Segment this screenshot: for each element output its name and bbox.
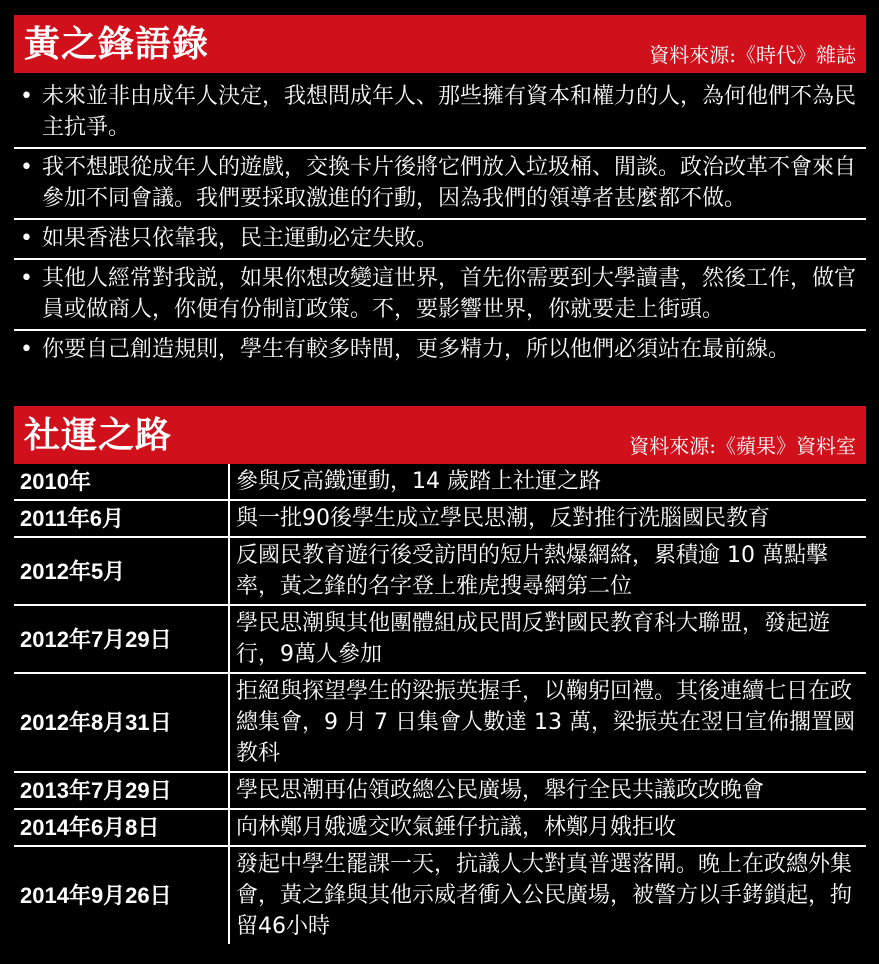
- quote-item: [14, 331, 866, 369]
- timeline-date: 2014年9月26日: [14, 847, 230, 944]
- quotes-source: 資料來源:《時代》雜誌: [649, 43, 856, 67]
- timeline-date: 2014年6月8日: [14, 810, 230, 845]
- timeline-row: [14, 606, 866, 674]
- timeline-event: 向林鄭月娥遞交吹氣錘仔抗議，林鄭月娥拒收: [236, 815, 677, 840]
- quote-item: [14, 260, 866, 331]
- bullet-icon: •: [20, 155, 33, 180]
- timeline-banner: [14, 406, 866, 464]
- timeline-event: 參與反高鐵運動，14 歲踏上社運之路: [236, 469, 601, 494]
- timeline-date: 2012年8月31日: [14, 674, 230, 771]
- bullet-icon: •: [20, 226, 33, 251]
- quote-text: 你要自己創造規則，學生有較多時間，更多精力，所以他們必須站在最前線。: [42, 337, 791, 362]
- timeline-date: 2013年7月29日: [14, 773, 230, 808]
- bullet-icon: •: [20, 266, 33, 291]
- quote-text: 其他人經常對我説，如果你想改變這世界，首先你需要到大學讀書，然後工作，做官員或做商人，你便有份制訂政策。不，要影響世界，你就要走上街頭。: [42, 266, 857, 322]
- timeline-event: 學民思潮與其他團體組成民間反對國民教育科大聯盟，發起遊行，9萬人參加: [236, 611, 831, 667]
- timeline-date: 2011年6月: [14, 501, 230, 536]
- timeline-event: 反國民教育遊行後受訪問的短片熱爆網絡，累積逾 10 萬點擊率，黃之鋒的名字登上雅虎搜尋網第二位: [236, 543, 828, 599]
- quote-text: 未來並非由成年人決定，我想問成年人、那些擁有資本和權力的人，為何他們不為民主抗爭。: [42, 84, 857, 140]
- timeline-row: [14, 810, 866, 847]
- timeline-table: [14, 464, 866, 944]
- timeline-row: [14, 847, 866, 944]
- timeline-date: 2010年: [14, 464, 230, 499]
- bullet-icon: •: [20, 337, 33, 362]
- timeline-event: 與一批90後學生成立學民思潮，反對推行洗腦國民教育: [236, 506, 770, 531]
- quote-item: [14, 78, 866, 149]
- timeline-row: [14, 773, 866, 810]
- quote-text: 如果香港只依靠我，民主運動必定失敗。: [42, 226, 439, 251]
- timeline-row: [14, 501, 866, 538]
- quotes-banner: [14, 15, 866, 73]
- timeline-event: 拒絕與探望學生的梁振英握手，以鞠躬回禮。其後連續七日在政總集會，9 月 7 日集會人數達 13 萬，梁振英在翌日宣佈擱置國教科: [236, 679, 855, 766]
- bullet-icon: •: [20, 84, 33, 109]
- timeline-row: [14, 464, 866, 501]
- quote-text: 我不想跟從成年人的遊戲，交換卡片後將它們放入垃圾桶、閒談。政治改革不會來自參加不同會議。我們要採取激進的行動，因為我們的領導者甚麼都不做。: [42, 155, 857, 211]
- quote-item: [14, 220, 866, 260]
- timeline-row: [14, 538, 866, 606]
- quotes-list: [14, 78, 866, 369]
- timeline-event: 學民思潮再佔領政總公民廣場，舉行全民共議政改晚會: [236, 778, 765, 803]
- timeline-title: 社運之路: [24, 414, 173, 456]
- timeline-event: 發起中學生罷課一天，抗議人大對真普選落閘。晚上在政總外集會，黃之鋒與其他示威者衝入公民廣場，被警方以手銬鎖起，拘留46小時: [236, 852, 853, 939]
- timeline-row: [14, 674, 866, 773]
- quotes-title: 黃之鋒語錄: [24, 23, 210, 65]
- timeline-source: 資料來源:《蘋果》資料室: [629, 434, 856, 458]
- timeline-date: 2012年7月29日: [14, 606, 230, 672]
- quote-item: [14, 149, 866, 220]
- timeline-date: 2012年5月: [14, 538, 230, 604]
